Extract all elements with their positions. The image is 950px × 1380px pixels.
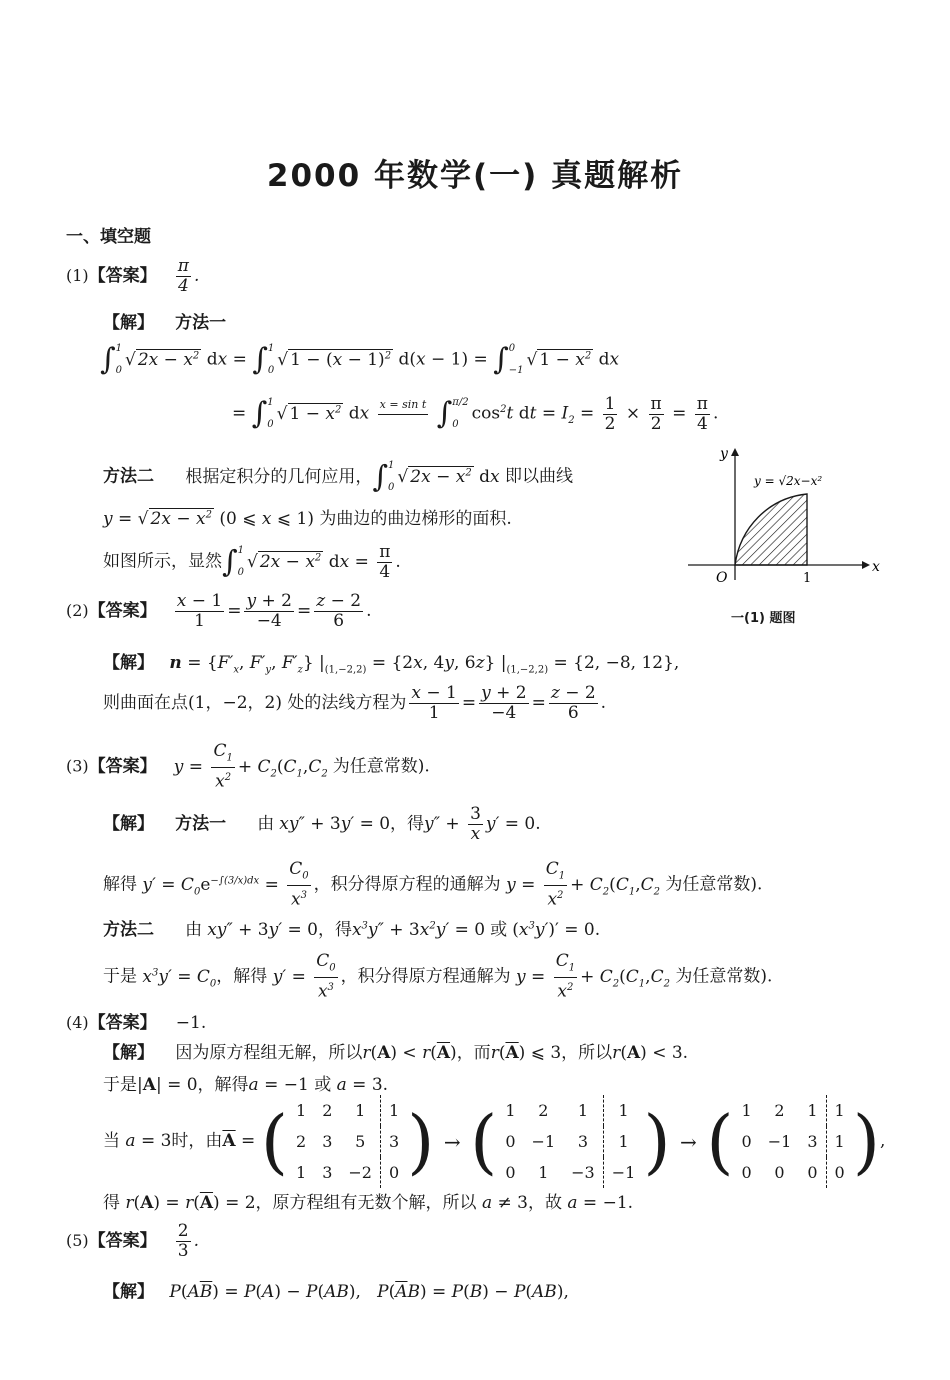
q1-answer-line: (1)【答案】 $\frac{\pi}{4}$ .	[66, 256, 200, 296]
arrow-icon: →	[443, 1129, 461, 1154]
q1-method2-line2: y = √ $2x - x^2$ (0 ⩽ x ⩽ 1) 为曲边的曲边梯形的面积.	[103, 509, 512, 529]
q1-method2-line3: 如图所示，显然∫ 1 0 √ $2x - x^2$ dx = $\frac{\pi}{4}$ .	[103, 541, 401, 582]
q3-method2-line: 方法二 由 xy″ + 3y′ = 0，得$x^3y'' + 3x^2y' = 0$ 或 $(x^3y')' = 0$.	[103, 920, 601, 940]
q1-method2-tail: 即以曲线	[504, 466, 573, 487]
q4-matrix-line: 当 a = 3时，由$\overline{A}$ = ( 1 2 1 1 2 3 5 3 1 3 −2 0 ) → ( 1 2 1 1 0 −1 3 1 0 1 −3 −1 ) → ( 1 2 1 1 0 −1 3 1 0 0 0 0 ),	[103, 1095, 885, 1188]
q5-number: (5)	[66, 1231, 89, 1250]
origin-label: O	[716, 570, 728, 586]
q4-line3-a: 当	[103, 1131, 120, 1151]
q2-line2: 则曲面在点(1，−2，2) 处的法线方程为 $\frac{x - 1}{1}$ = $\frac{y + 2}{-4}$ = $\frac{z - 2}{6}$ .	[103, 683, 607, 723]
solution-label: 【解】	[103, 814, 154, 834]
q3-solve-text: 解得	[103, 874, 137, 895]
q4-line3-b: 时，由	[171, 1131, 223, 1151]
q4-answer-value: −1.	[175, 1013, 207, 1033]
q4-line1-c: ，所以	[561, 1043, 613, 1063]
q4-answer-line	[66, 1008, 206, 1033]
q3-answer-line: (3)【答案】 y = $\frac{C_1}{x^2}$ + $C_2(C_1,C_2$ 为任意常数).	[66, 741, 430, 793]
q3-m1-get: ，得	[390, 814, 425, 834]
q5-solution-line: 【解】 $P(A\overline{B}) = P(A) - P(AB)$, $P(\overline{A}B) = P(B) - P(AB)$,	[103, 1282, 569, 1302]
q3-answer-tail: 为任意常数).	[332, 756, 430, 777]
answer-label: 【答案】	[88, 601, 157, 621]
q3-number: (3)	[66, 756, 89, 776]
solution-label: 【解】	[103, 313, 154, 333]
q3-arbitrary-text: 为任意常数).	[675, 966, 773, 987]
q3-method1-line: 【解】 方法一 由 xy″ + 3y′ = 0，得y″ + $\frac{3}{x}$ y′ = 0.	[103, 804, 541, 844]
shaded-region	[735, 494, 807, 565]
q5-answer-line: (5)【答案】 $\frac{2}{3}$ .	[66, 1221, 199, 1261]
solution-label: 【解】	[103, 653, 154, 673]
answer-label: 【答案】	[88, 266, 157, 286]
answer-label: 【答案】	[88, 756, 157, 777]
q4-number: (4)	[66, 1013, 89, 1032]
q4-line2-text: 于是	[103, 1075, 137, 1095]
matrix-1: 1 2 1 1 2 3 5 3 1 3 −2 0	[288, 1095, 407, 1188]
method2-label: 方法二	[103, 466, 154, 487]
method1-label: 方法一	[175, 814, 227, 834]
solution-label: 【解】	[103, 1282, 154, 1302]
q1-formula-line2: = ∫ 1 0 √ $1 - x^2$ dx x = sin t ∫ π/2 0 $\cos^2t$ dt = $I_2$ = $\frac{1}{2}$ × $\frac{\pi}{2}$ = $\frac{\pi}{4}$ .	[232, 393, 719, 434]
q3-solve2-text: ，解得	[216, 966, 268, 987]
q3-solve-line: 解得 $y' = C_0e^{-\int(3/x)dx}$ = $\frac{C_0}{x^3}$ ，积分得原方程的通解为 y = $\frac{C_1}{x^2}$ + $C_2(C_1,C_2$ 为任意常数).	[103, 859, 763, 911]
x-axis-arrow-icon	[862, 561, 870, 569]
q1-answer-denominator: 4	[177, 276, 189, 296]
q5-answer-denominator: 3	[177, 1241, 189, 1261]
curve-label: y = √2x−x²	[754, 474, 823, 488]
section-heading: 一、填空题	[66, 227, 151, 247]
q5-answer-numerator: 2	[177, 1221, 189, 1241]
q3-arbitrary-text: 为任意常数).	[665, 874, 763, 895]
q1-solution-head	[103, 308, 226, 333]
q3-then-text: 于是	[103, 966, 137, 987]
q4-line4-a: 得	[103, 1193, 120, 1213]
y-axis-label: y	[720, 446, 728, 462]
q2-solution-line: 【解】 $n = \{F'_x$, $F'_y$, $F'_z$} $|_{(1,-2,2)} = \{2x$, 4y, 6z} $|_{(1,-2,2)} = \{2$, −8, 12},	[103, 653, 680, 676]
q4-line2: 于是|A| = 0，解得a = −1 或 a = 3.	[103, 1075, 389, 1095]
matrix-3: 1 2 1 1 0 −1 3 1 0 0 0 0	[734, 1095, 853, 1188]
q1-method2-line1: 方法二 根据定积分的几何应用，∫ 1 0 √ $2x - x^2$ dx 即以曲线	[103, 459, 573, 494]
q4-line2-b: ，解得	[197, 1075, 249, 1095]
q3-m1-text: 由	[257, 814, 275, 834]
matrix-2: 1 2 1 1 0 −1 3 1 0 1 −3 −1	[497, 1095, 643, 1188]
q1-method2-line3-text: 如图所示，显然	[103, 551, 222, 572]
solution-label: 【解】	[103, 1043, 154, 1063]
q4-line2-c: 或	[314, 1075, 332, 1095]
q3-m2-get: ，得	[317, 920, 352, 940]
page-title: 2000 年数学(一) 真题解析	[266, 158, 684, 194]
q3-general-text: ，积分得原方程的通解为	[313, 874, 501, 895]
q4-line4-b: ，原方程组有无数个解，所以	[255, 1193, 477, 1213]
q3-general2-text: ，积分得原方程通解为	[340, 966, 511, 987]
q3-then-line: 于是 $x^3y' = C_0$，解得 y′ = $\frac{C_0}{x^3}$ ，积分得原方程通解为 y = $\frac{C_1}{x^2}$ + $C_2(C_1,C_2$ 为任意常数).	[103, 951, 773, 1003]
arrow-icon: →	[680, 1129, 697, 1154]
q3-m2-or: 或	[490, 920, 508, 940]
q3-m2-text: 由	[185, 920, 203, 940]
q1-answer-numerator: π	[177, 256, 189, 276]
q2-answer-line: (2)【答案】 $\frac{x - 1}{1}$ = $\frac{y + 2}{-4}$ = $\frac{z - 2}{6}$ .	[66, 591, 372, 631]
x-axis-label: x	[872, 559, 880, 575]
method1-label: 方法一	[175, 313, 227, 333]
tick-1-label: 1	[803, 571, 812, 586]
answer-label: 【答案】	[88, 1231, 157, 1251]
q1-number: (1)	[66, 266, 89, 285]
q4-line4: 得 $r(A) = r(\overline{A}) = 2$，原方程组有无数个解，所以 a ≠ 3，故 a = −1.	[103, 1193, 634, 1213]
q4-line1-b: ，而	[456, 1043, 491, 1063]
figure-caption: 一(1) 题图	[731, 611, 796, 626]
q4-line4-c: ，故	[527, 1193, 562, 1213]
q4-solution-line1: 【解】 因为原方程组无解，所以$r(A) < r(\overline{A})$，而$r(\overline{A})$ ⩽ 3，所以r(A) < 3.	[103, 1043, 689, 1063]
q1-formula-line1: ∫ 1 0 √ $2x - x^2$ dx = ∫ 1 0 √ $1 - (x - 1)^2$ d(x − 1) = ∫ 0 −1 √ $1 - x^2$ dx	[100, 342, 620, 377]
answer-label: 【答案】	[88, 1013, 157, 1033]
q2-line2-text: 则曲面在点(1，−2，2) 处的法线方程为	[103, 693, 407, 713]
q2-number: (2)	[66, 601, 89, 620]
q1-method2-text: 根据定积分的几何应用，	[185, 466, 373, 487]
method2-label: 方法二	[103, 920, 154, 940]
q1-figure	[680, 440, 880, 630]
y-axis-arrow-icon	[731, 448, 739, 456]
q4-line1-a: 因为原方程组无解，所以	[175, 1043, 363, 1063]
q1-method2-line2-text: 为曲边的曲边梯形的面积.	[319, 509, 512, 529]
